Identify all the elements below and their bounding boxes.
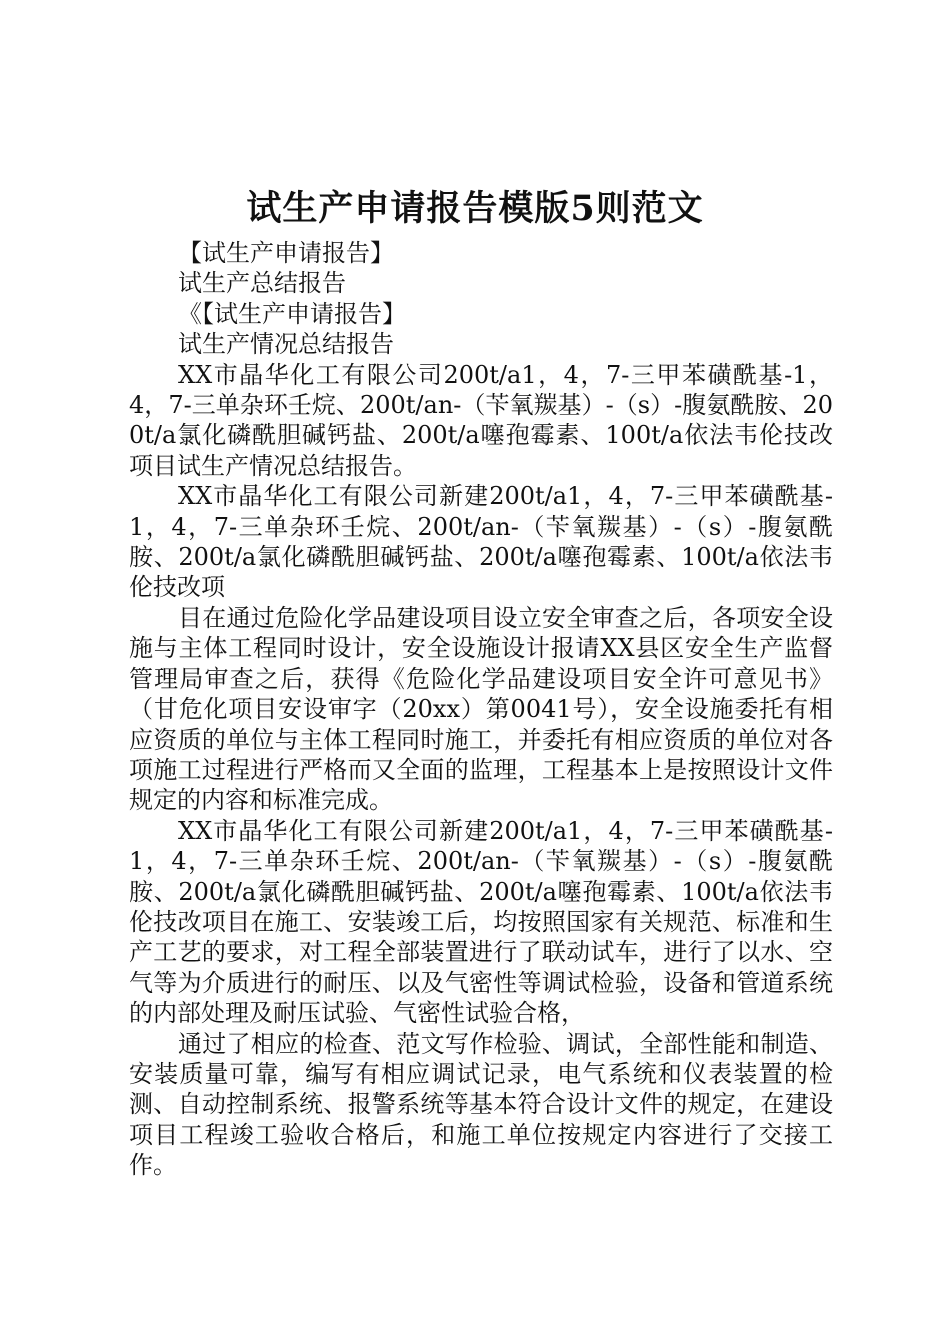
paragraph-3: 目在通过危险化学品建设项目设立安全审查之后，各项安全设施与主体工程同时设计，安全设施设计报请XX县区安全生产监督管理局审查之后，获得《危险化学品建设项目安全许可意见书》（甘危化项目安设审字（20xx）第0041号），安全设施委托有相应资质的单位与主体工程同时施工，并委托有相应资质的单位对各项施工过程进行严格而又全面的监理，工程基本上是按照设计文件规定的内容和标准完成。 [129, 603, 833, 815]
paragraph-5: 通过了相应的检查、范文写作检验、调试，全部性能和制造、安装质量可靠，编写有相应调试记录，电气系统和仪表装置的检测、自动控制系统、报警系统等基本符合设计文件的规定，在建设项目工程竣工验收合格后，和施工单位按规定内容进行了交接工作。 [129, 1029, 833, 1180]
paragraph-heading-3: 《【试生产申请报告】 [178, 299, 406, 328]
paragraph-4: XX市晶华化工有限公司新建200t/a1，4，7-三甲苯磺酰基-1，4，7-三单杂环壬烷、200t/an-（苄氧羰基）-（s）-腹氨酰胺、200t/a氯化磷酰胆碱钙盐、200t/a噻孢霉素、100t/a依法韦伦技改项目在施工、安装竣工后，均按照国家有关规范、标准和生产工艺的要求，对工程全部装置进行了联动试车，进行了以水、空气等为介质进行的耐压、以及气密性等调试检验，设备和管道系统的内部处理及耐压试验、气密性试验合格， [129, 816, 833, 1028]
paragraph-heading-2: 试生产总结报告 [178, 269, 346, 298]
paragraph-heading-1: 【试生产申请报告】 [178, 239, 394, 267]
paragraph-2: XX市晶华化工有限公司新建200t/a1，4，7-三甲苯磺酰基-1，4，7-三单杂环壬烷、200t/an-（苄氧羰基）-（s）-腹氨酰胺、200t/a氯化磷酰胆碱钙盐、200t/a噻孢霉素、100t/a依法韦伦技改项 [129, 482, 833, 602]
document-body [129, 238, 833, 1181]
paragraph-heading-4: 试生产情况总结报告 [178, 330, 394, 359]
paragraph-1: XX市晶华化工有限公司200t/a1，4，7-三甲苯磺酰基-1，4，7-三单杂环壬烷、200t/an-（苄氧羰基）-（s）-腹氨酰胺、200t/a氯化磷酰胆碱钙盐、200t/a噻孢霉素、100t/a依法韦伦技改项目试生产情况总结报告。 [129, 360, 833, 480]
document-title: 试生产申请报告模版5则范文 [246, 188, 704, 229]
